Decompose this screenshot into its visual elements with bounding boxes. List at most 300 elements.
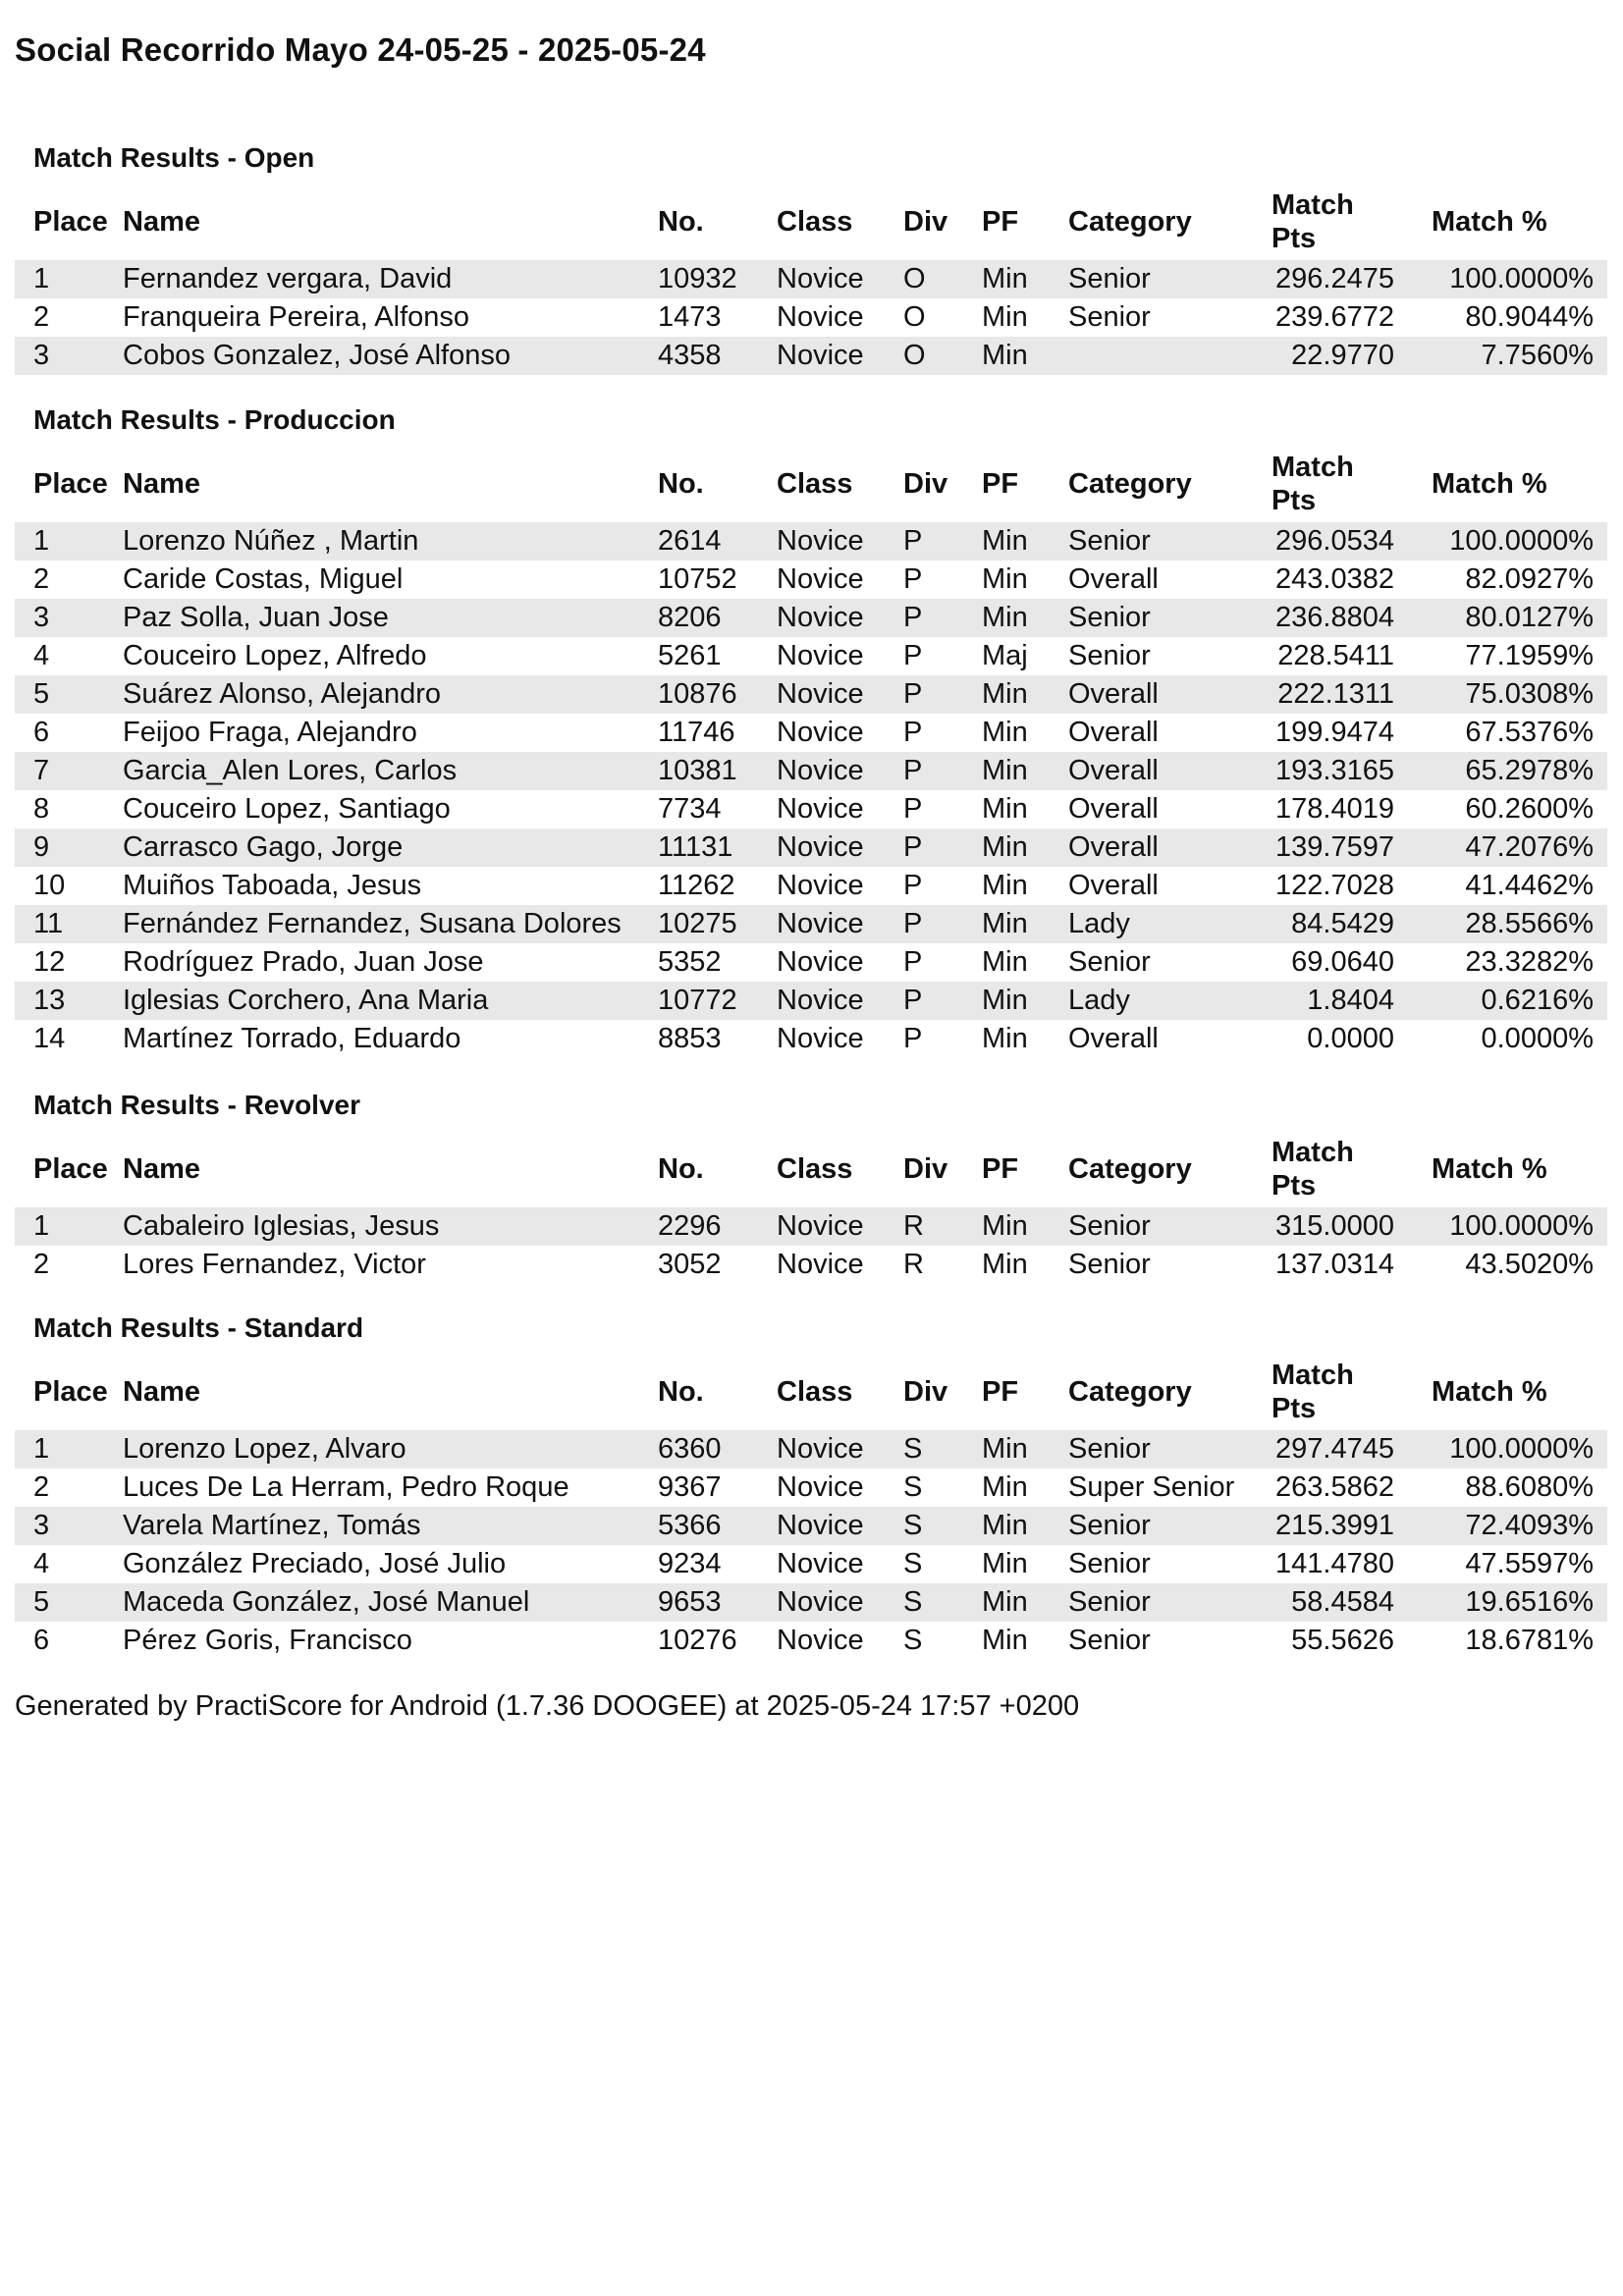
col-place-cell: 2 — [33, 563, 50, 595]
col-div-cell: S — [903, 1507, 982, 1545]
col-class-header: Class — [777, 468, 853, 500]
col-div-header: Div — [903, 468, 948, 500]
col-div-cell: O — [903, 337, 982, 375]
col-class-cell: Novice — [777, 599, 903, 637]
col-match-pts-cell: 296.2475 — [1271, 260, 1432, 298]
col-match-pts-cell: 122.7028 — [1275, 870, 1394, 901]
col-div-cell: O — [903, 301, 926, 333]
col-pf-cell: Min — [982, 522, 1068, 561]
col-div-cell: P — [903, 982, 982, 1020]
col-pf-cell: Min — [982, 828, 1068, 867]
col-name-cell: Varela Martínez, Tomás — [123, 1507, 658, 1545]
col-place-cell: 4 — [33, 640, 50, 671]
col-match-pct-cell: 75.0308% — [1432, 675, 1607, 714]
col-div-cell: P — [903, 522, 982, 561]
col-no-cell: 9234 — [658, 1548, 722, 1579]
col-pf-header: PF — [982, 1376, 1019, 1408]
col-pf-cell: Min — [982, 905, 1068, 943]
col-div-cell: O — [903, 260, 982, 298]
col-place-cell: 1 — [15, 1207, 123, 1246]
table-row — [15, 675, 1607, 714]
header-row — [15, 1354, 1607, 1430]
col-class-cell: Novice — [777, 1507, 903, 1545]
col-no-cell: 10276 — [658, 1625, 737, 1656]
col-category-cell: Senior — [1068, 946, 1151, 978]
col-match-pts-cell: 263.5862 — [1275, 1471, 1394, 1503]
col-no-cell: 11262 — [658, 870, 735, 901]
col-no-cell: 5366 — [658, 1507, 777, 1545]
col-pf-cell: Min — [982, 870, 1028, 901]
col-pf-cell: Min — [982, 563, 1028, 595]
col-div-cell: R — [903, 1249, 924, 1280]
col-class-cell: Novice — [777, 337, 903, 375]
col-match-pct-cell: 72.4093% — [1432, 1507, 1607, 1545]
col-no-cell: 10381 — [658, 752, 777, 790]
col-place-cell: 5 — [15, 675, 123, 714]
table-row — [15, 637, 1607, 675]
col-name-cell: Muiños Taboada, Jesus — [123, 870, 422, 901]
col-no-cell: 4358 — [658, 337, 777, 375]
col-pf-cell: Min — [982, 599, 1068, 637]
col-category-cell: Senior — [1068, 1625, 1151, 1656]
col-match-pct-header: Match % — [1432, 1376, 1547, 1408]
col-match-pct-cell: 100.0000% — [1432, 1430, 1607, 1468]
table-row — [15, 790, 1607, 828]
col-match-pts-cell: 296.0534 — [1271, 522, 1432, 561]
col-category-cell: Senior — [1068, 522, 1271, 561]
col-pf-cell: Min — [982, 752, 1068, 790]
col-pf-cell: Min — [982, 1207, 1068, 1246]
col-class-cell: Novice — [777, 1583, 903, 1622]
col-class-cell: Novice — [777, 563, 864, 595]
col-match-pts-cell: 22.9770 — [1271, 337, 1432, 375]
col-class-cell: Novice — [777, 640, 864, 671]
col-category-cell: Senior — [1068, 301, 1151, 333]
col-name-header: Name — [123, 1376, 200, 1408]
col-category-cell: Senior — [1068, 1507, 1271, 1545]
col-category-header: Category — [1068, 206, 1192, 238]
section-title: Match Results - Revolver — [33, 1090, 360, 1120]
col-div-cell: P — [903, 752, 982, 790]
col-match-pct-cell: 60.2600% — [1465, 793, 1594, 825]
col-place-cell: 2 — [33, 1471, 50, 1503]
col-class-cell: Novice — [777, 946, 864, 978]
col-pf-cell: Min — [982, 675, 1068, 714]
col-pf-header: PF — [982, 1153, 1019, 1185]
col-category-cell: Super Senior — [1068, 1471, 1235, 1503]
col-match-pct-cell: 88.6080% — [1465, 1471, 1594, 1503]
col-class-cell: Novice — [777, 301, 864, 333]
col-div-header: Div — [903, 1153, 948, 1185]
col-match-pts-header: Match Pts — [1271, 1137, 1354, 1201]
header-row — [15, 184, 1607, 260]
col-match-pct-cell: 100.0000% — [1432, 1207, 1607, 1246]
table-row — [15, 1246, 1607, 1284]
col-name-cell: Paz Solla, Juan Jose — [123, 599, 658, 637]
col-place-cell: 5 — [15, 1583, 123, 1622]
col-div-cell: P — [903, 1023, 923, 1054]
col-name-cell: Lores Fernandez, Victor — [123, 1249, 426, 1280]
col-class-cell: Novice — [777, 1548, 864, 1579]
col-category-cell: Senior — [1068, 1548, 1151, 1579]
col-match-pct-cell: 47.5597% — [1465, 1548, 1594, 1579]
col-match-pct-cell: 41.4462% — [1465, 870, 1594, 901]
col-pf-cell: Min — [982, 1548, 1028, 1579]
col-name-cell: Lorenzo Núñez , Martin — [123, 522, 658, 561]
col-no-cell: 7734 — [658, 793, 722, 825]
col-name-cell: Fernandez vergara, David — [123, 260, 658, 298]
col-div-cell: S — [903, 1583, 982, 1622]
col-class-cell: Novice — [777, 870, 864, 901]
col-class-cell: Novice — [777, 793, 864, 825]
col-class-cell: Novice — [777, 1023, 864, 1054]
col-pf-cell: Min — [982, 1430, 1068, 1468]
col-pf-cell: Min — [982, 1471, 1028, 1503]
col-match-pct-cell: 77.1959% — [1465, 640, 1594, 671]
header-row — [15, 1131, 1607, 1207]
col-div-header: Div — [903, 206, 948, 238]
col-pf-cell: Maj — [982, 640, 1028, 671]
col-match-pts-cell: 243.0382 — [1275, 563, 1394, 595]
col-class-cell: Novice — [777, 522, 903, 561]
col-pf-cell: Min — [982, 946, 1028, 978]
col-pf-cell: Min — [982, 982, 1068, 1020]
col-class-cell: Novice — [777, 1249, 864, 1280]
table-row — [15, 1207, 1607, 1246]
col-no-cell: 10932 — [658, 260, 777, 298]
table-row — [15, 905, 1607, 943]
col-category-cell: Overall — [1068, 752, 1271, 790]
col-no-cell: 8853 — [658, 1023, 722, 1054]
col-match-pct-cell: 65.2978% — [1432, 752, 1607, 790]
col-div-cell: P — [903, 717, 923, 748]
col-category-cell: Overall — [1068, 793, 1159, 825]
col-pf-cell: Min — [982, 337, 1068, 375]
col-name-header: Name — [123, 1153, 200, 1185]
col-category-cell: Lady — [1068, 905, 1271, 943]
col-match-pct-cell: 82.0927% — [1465, 563, 1594, 595]
col-no-cell: 9653 — [658, 1583, 777, 1622]
col-category-header: Category — [1068, 1153, 1192, 1185]
col-name-cell: Caride Costas, Miguel — [123, 563, 404, 595]
col-div-cell: R — [903, 1207, 982, 1246]
col-name-cell: Suárez Alonso, Alejandro — [123, 675, 658, 714]
table-row — [15, 1545, 1607, 1583]
document-title: Social Recorrido Mayo 24-05-25 - 2025-05-24 — [15, 31, 706, 68]
col-name-cell: Maceda González, José Manuel — [123, 1583, 658, 1622]
col-match-pts-cell: 58.4584 — [1271, 1583, 1432, 1622]
col-match-pts-cell: 55.5626 — [1291, 1625, 1394, 1656]
col-place-cell: 1 — [15, 1430, 123, 1468]
col-div-cell: P — [903, 828, 982, 867]
col-place-cell: 14 — [33, 1023, 66, 1054]
table-row — [15, 522, 1607, 561]
table-row — [15, 1430, 1607, 1468]
table-row — [15, 1468, 1607, 1507]
col-category-cell: Senior — [1068, 599, 1271, 637]
generated-footer: Generated by PractiScore for Android (1.7.36 DOOGEE) at 2025-05-24 17:57 +0200 — [15, 1690, 1080, 1722]
col-place-cell: 2 — [33, 301, 50, 333]
col-category-cell: Overall — [1068, 870, 1159, 901]
col-match-pts-cell: 222.1311 — [1271, 675, 1432, 714]
col-class-cell: Novice — [777, 675, 903, 714]
col-no-header: No. — [658, 206, 704, 238]
table-row — [15, 1622, 1607, 1660]
col-match-pts-cell: 193.3165 — [1271, 752, 1432, 790]
col-place-cell: 7 — [15, 752, 123, 790]
col-div-cell: S — [903, 1471, 923, 1503]
col-category-cell: Senior — [1068, 1430, 1271, 1468]
col-class-cell: Novice — [777, 717, 864, 748]
col-match-pts-cell: 141.4780 — [1275, 1548, 1394, 1579]
col-match-pct-header: Match % — [1432, 1153, 1547, 1185]
results-table — [15, 446, 1607, 1058]
col-class-cell: Novice — [777, 1430, 903, 1468]
table-row — [15, 982, 1607, 1020]
col-name-cell: Franqueira Pereira, Alfonso — [123, 301, 470, 333]
col-pf-header: PF — [982, 206, 1019, 238]
col-no-cell: 9367 — [658, 1471, 722, 1503]
col-pf-cell: Min — [982, 1583, 1068, 1622]
col-name-cell: Pérez Goris, Francisco — [123, 1625, 412, 1656]
col-no-cell: 2614 — [658, 522, 777, 561]
col-no-cell: 2296 — [658, 1207, 777, 1246]
table-row — [15, 867, 1607, 905]
col-name-cell: González Preciado, José Julio — [123, 1548, 507, 1579]
results-table — [15, 1354, 1607, 1660]
col-place-cell: 2 — [33, 1249, 50, 1280]
col-place-cell: 8 — [33, 793, 50, 825]
results-table — [15, 184, 1607, 375]
col-match-pct-cell: 19.6516% — [1432, 1583, 1607, 1622]
col-no-cell: 8206 — [658, 599, 777, 637]
col-class-cell: Novice — [777, 1625, 864, 1656]
col-class-cell: Novice — [777, 1207, 903, 1246]
col-div-cell: P — [903, 793, 923, 825]
col-match-pts-cell: 69.0640 — [1291, 946, 1394, 978]
col-category-cell: Overall — [1068, 1023, 1159, 1054]
col-category-cell: Senior — [1068, 640, 1151, 671]
col-name-cell: Fernández Fernandez, Susana Dolores — [123, 905, 658, 943]
col-match-pct-cell: 80.9044% — [1465, 301, 1594, 333]
col-place-cell: 6 — [33, 717, 50, 748]
col-match-pct-cell: 100.0000% — [1432, 260, 1607, 298]
col-no-header: No. — [658, 1376, 704, 1408]
col-match-pct-cell: 28.5566% — [1432, 905, 1607, 943]
col-no-cell: 5261 — [658, 640, 722, 671]
col-place-cell: 9 — [15, 828, 123, 867]
col-name-cell: Martínez Torrado, Eduardo — [123, 1023, 461, 1054]
col-pf-cell: Min — [982, 260, 1068, 298]
col-place-header: Place — [33, 1376, 108, 1408]
col-no-cell: 3052 — [658, 1249, 722, 1280]
col-pf-cell: Min — [982, 1625, 1028, 1656]
col-pf-cell: Min — [982, 717, 1028, 748]
col-match-pts-header: Match Pts — [1271, 189, 1354, 254]
col-match-pct-cell: 23.3282% — [1465, 946, 1594, 978]
col-pf-cell: Min — [982, 1507, 1068, 1545]
col-no-cell: 11131 — [658, 828, 777, 867]
col-no-cell: 1473 — [658, 301, 722, 333]
col-match-pct-cell: 43.5020% — [1465, 1249, 1594, 1280]
col-pf-cell: Min — [982, 301, 1028, 333]
col-no-header: No. — [658, 1153, 704, 1185]
col-name-cell: Carrasco Gago, Jorge — [123, 828, 658, 867]
col-name-cell: Cobos Gonzalez, José Alfonso — [123, 337, 658, 375]
col-match-pts-cell: 315.0000 — [1271, 1207, 1432, 1246]
col-place-cell: 1 — [15, 522, 123, 561]
col-class-cell: Novice — [777, 905, 903, 943]
col-place-cell: 4 — [33, 1548, 50, 1579]
col-name-cell: Couceiro Lopez, Alfredo — [123, 640, 427, 671]
col-category-header: Category — [1068, 1376, 1192, 1408]
section-title: Match Results - Standard — [33, 1312, 364, 1343]
col-place-cell: 3 — [15, 337, 123, 375]
col-category-header: Category — [1068, 468, 1192, 500]
table-row — [15, 1020, 1607, 1058]
col-class-cell: Novice — [777, 260, 903, 298]
col-place-cell: 3 — [15, 1507, 123, 1545]
col-place-cell: 6 — [33, 1625, 50, 1656]
col-div-header: Div — [903, 1376, 948, 1408]
col-name-header: Name — [123, 206, 200, 238]
col-match-pts-cell: 1.8404 — [1271, 982, 1432, 1020]
table-row — [15, 1583, 1607, 1622]
col-place-header: Place — [33, 468, 108, 500]
col-no-cell: 11746 — [658, 717, 735, 748]
col-no-cell: 10275 — [658, 905, 777, 943]
header-row — [15, 446, 1607, 522]
col-name-cell: Feijoo Fraga, Alejandro — [123, 717, 417, 748]
col-category-cell: Lady — [1068, 982, 1271, 1020]
col-place-cell: 11 — [15, 905, 123, 943]
col-pf-header: PF — [982, 468, 1019, 500]
col-match-pts-cell: 199.9474 — [1275, 717, 1394, 748]
col-class-cell: Novice — [777, 828, 903, 867]
col-class-header: Class — [777, 1376, 853, 1408]
col-match-pct-cell: 18.6781% — [1465, 1625, 1594, 1656]
col-no-cell: 10876 — [658, 675, 777, 714]
col-match-pct-cell: 0.0000% — [1481, 1023, 1594, 1054]
col-place-cell: 13 — [15, 982, 123, 1020]
col-category-cell: Senior — [1068, 1583, 1271, 1622]
col-class-cell: Novice — [777, 982, 903, 1020]
col-name-header: Name — [123, 468, 200, 500]
col-div-cell: P — [903, 946, 923, 978]
table-row — [15, 561, 1607, 599]
col-div-cell: S — [903, 1430, 982, 1468]
table-row — [15, 714, 1607, 752]
table-row — [15, 1507, 1607, 1545]
col-match-pts-cell: 137.0314 — [1275, 1249, 1394, 1280]
col-name-cell: Iglesias Corchero, Ana Maria — [123, 982, 658, 1020]
col-match-pts-cell: 297.4745 — [1271, 1430, 1432, 1468]
col-match-pct-header: Match % — [1432, 468, 1547, 500]
col-div-cell: P — [903, 675, 982, 714]
table-row — [15, 260, 1607, 298]
col-div-cell: P — [903, 599, 982, 637]
col-match-pct-cell: 67.5376% — [1465, 717, 1594, 748]
results-table — [15, 1131, 1607, 1284]
col-place-header: Place — [33, 1153, 108, 1185]
col-match-pts-cell: 178.4019 — [1275, 793, 1394, 825]
table-row — [15, 828, 1607, 867]
col-category-cell: Overall — [1068, 717, 1159, 748]
col-match-pts-header: Match Pts — [1271, 452, 1354, 516]
section-title: Match Results - Produccion — [33, 404, 396, 435]
col-category-cell: Senior — [1068, 260, 1271, 298]
col-name-cell: Luces De La Herram, Pedro Roque — [123, 1471, 569, 1503]
col-pf-cell: Min — [982, 1023, 1028, 1054]
col-place-header: Place — [33, 206, 108, 238]
table-row — [15, 599, 1607, 637]
col-name-cell: Lorenzo Lopez, Alvaro — [123, 1430, 658, 1468]
col-match-pts-cell: 215.3991 — [1271, 1507, 1432, 1545]
col-match-pts-cell: 236.8804 — [1271, 599, 1432, 637]
col-name-cell: Garcia_Alen Lores, Carlos — [123, 752, 658, 790]
table-row — [15, 752, 1607, 790]
col-category-cell: Overall — [1068, 828, 1271, 867]
col-match-pts-cell: 239.6772 — [1275, 301, 1394, 333]
col-no-header: No. — [658, 468, 704, 500]
table-row — [15, 943, 1607, 982]
col-div-cell: S — [903, 1548, 923, 1579]
col-category-cell: Senior — [1068, 1207, 1271, 1246]
col-no-cell: 6360 — [658, 1430, 777, 1468]
col-name-cell: Cabaleiro Iglesias, Jesus — [123, 1207, 658, 1246]
col-match-pts-cell: 0.0000 — [1307, 1023, 1394, 1054]
col-match-pts-cell: 84.5429 — [1271, 905, 1432, 943]
col-no-cell: 10752 — [658, 563, 737, 595]
col-category-cell — [1068, 337, 1271, 375]
col-name-cell: Couceiro Lopez, Santiago — [123, 793, 451, 825]
section-title: Match Results - Open — [33, 142, 315, 173]
col-class-header: Class — [777, 206, 853, 238]
col-no-cell: 5352 — [658, 946, 722, 978]
col-category-cell: Senior — [1068, 1249, 1151, 1280]
col-place-cell: 1 — [15, 260, 123, 298]
col-match-pts-header: Match Pts — [1271, 1360, 1354, 1424]
col-place-cell: 10 — [33, 870, 66, 901]
col-pf-cell: Min — [982, 793, 1028, 825]
col-div-cell: P — [903, 905, 982, 943]
col-div-cell: P — [903, 870, 923, 901]
col-category-cell: Overall — [1068, 563, 1159, 595]
col-match-pct-cell: 100.0000% — [1432, 522, 1607, 561]
col-category-cell: Overall — [1068, 675, 1271, 714]
col-div-cell: S — [903, 1625, 923, 1656]
col-match-pct-cell: 80.0127% — [1432, 599, 1607, 637]
table-row — [15, 337, 1607, 375]
col-class-header: Class — [777, 1153, 853, 1185]
col-pf-cell: Min — [982, 1249, 1028, 1280]
col-match-pts-cell: 228.5411 — [1277, 640, 1394, 671]
col-match-pct-header: Match % — [1432, 206, 1547, 238]
col-class-cell: Novice — [777, 1471, 864, 1503]
col-match-pct-cell: 7.7560% — [1432, 337, 1607, 375]
col-match-pts-cell: 139.7597 — [1271, 828, 1432, 867]
table-row — [15, 298, 1607, 337]
col-place-cell: 12 — [33, 946, 66, 978]
col-place-cell: 3 — [15, 599, 123, 637]
col-div-cell: P — [903, 640, 923, 671]
col-match-pct-cell: 47.2076% — [1432, 828, 1607, 867]
col-class-cell: Novice — [777, 752, 903, 790]
col-name-cell: Rodríguez Prado, Juan Jose — [123, 946, 484, 978]
col-no-cell: 10772 — [658, 982, 777, 1020]
col-match-pct-cell: 0.6216% — [1432, 982, 1607, 1020]
col-div-cell: P — [903, 563, 923, 595]
